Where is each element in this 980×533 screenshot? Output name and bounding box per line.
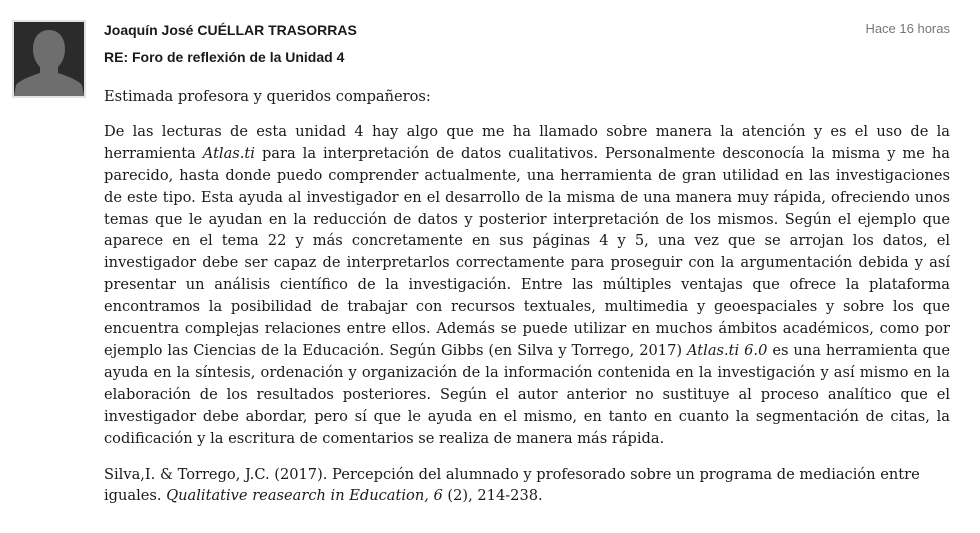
greeting-paragraph: Estimada profesora y queridos compañeros:	[104, 88, 431, 105]
post-body	[104, 86, 950, 519]
main-text-1: De las lecturas de esta unidad 4 hay algo que me ha llamado sobre manera la atención y es el uso de la herramienta	[104, 122, 950, 162]
post-timestamp: Hace 16 horas	[865, 21, 950, 36]
avatar[interactable]	[12, 20, 86, 98]
default-user-silhouette-icon	[14, 22, 84, 96]
post-subject: RE: Foro de reflexión de la Unidad 4	[104, 49, 345, 65]
main-italic-2: Atlas.ti 6.0	[687, 341, 768, 359]
reference-text-2: (2), 214-238.	[442, 487, 543, 505]
reference-text-1: Silva,I. & Torrego, J.C. (2017). Percepción del alumnado y profesorado sobre un programa de mediación entre iguales.	[104, 465, 920, 505]
reference-paragraph	[104, 464, 950, 508]
main-text-3: es una herramienta que ayuda en la síntesis, ordenación y organización de la información contenida en la investigación y así mismo en la elaboración de los resultados posteriores. Según el autor anterior no sustituye al proceso analítico que el investigador debe abordar, pero sí que le ayuda en el mismo, en tanto en cuanto la segmentación de citas, la codificación y la escritura de comentarios se realiza de manera más rápida.	[104, 341, 950, 447]
main-paragraph	[104, 121, 950, 450]
post-header	[104, 20, 950, 67]
author-name[interactable]: Joaquín José CUÉLLAR TRASORRAS	[104, 22, 357, 38]
main-text-2: para la interpretación de datos cualitativos. Personalmente desconocía la misma y me ha parecido, hasta donde puedo comprender actualmente, una herramienta de gran utilidad en las investigaciones de este tipo. Esta ayuda al investigador en el desarrollo de la misma de una manera muy rápida, ofreciendo unos temas que le ayudan en la reducción de datos y posterior interpretación de los mismos. Según el ejemplo que aparece en el tema 22 y más concretamente en sus páginas 4 y 5, una vez que se arrojan los datos, el investigador debe ser capaz de interpretarlos correctamente para proseguir con la argumentación debida y así presentar un análisis científico de la investigación. Entre las múltiples ventajas que ofrece la plataforma encontramos la posibilidad de trabajar con recursos textuales, multimedia y geoespaciales y sobre los que encuentra complejas relaciones entre ellos. Además se puede utilizar en muchos ámbitos académicos, como por ejemplo las Ciencias de la Educación. Según Gibbs (en Silva y Torrego, 2017)	[104, 144, 950, 359]
reference-italic-1: Qualitative reasearch in Education, 6	[166, 487, 443, 505]
main-italic-1: Atlas.ti	[202, 144, 255, 162]
